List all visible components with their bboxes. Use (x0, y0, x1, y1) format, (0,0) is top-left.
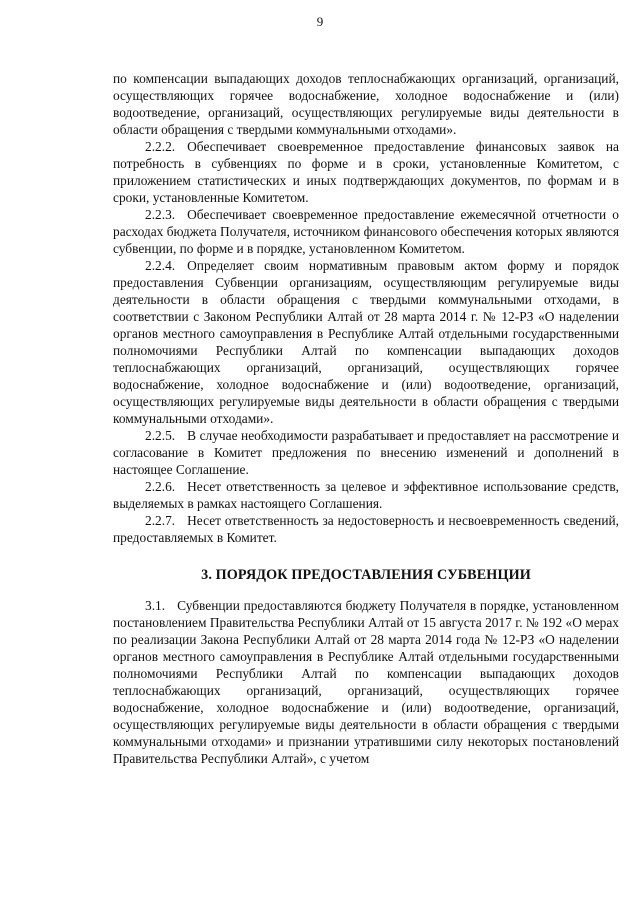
paragraph-3-1 (113, 597, 619, 767)
paragraph-number: 2.2.2. (145, 139, 176, 154)
paragraph-2-2-6 (113, 478, 619, 512)
paragraph-number: 2.2.5. (145, 428, 176, 443)
paragraph-number: 2.2.4. (145, 258, 176, 273)
section-3-heading: 3. ПОРЯДОК ПРЕДОСТАВЛЕНИЯ СУБВЕНЦИИ (201, 567, 531, 583)
paragraph-text: Определяет своим нормативным правовым актом форму и порядок предоставления Субвенции организациям, осуществляющим регулируемые виды деятельности в области обращения с твердыми коммунальными отходами, в соответствии с Законом Республики Алтай от 28 марта 2014 г. № 12-РЗ «О наделении органов местного самоуправления в Республике Алтай отдельными государственными полномочиями Республики Алтай по компенсации выпадающих доходов теплоснабжающих организаций, организаций, осуществляющих горячее водоснабжение, холодное водоснабжение и (или) водоотведение, организаций, осуществляющих регулируемые виды деятельности в области обращения с твердыми коммунальными отходами». (113, 258, 619, 426)
paragraph-text: Субвенции предоставляются бюджету Получателя в порядке, установленном постановлением Правительства Республики Алтай от 15 августа 2017 г. № 192 «О мерах по реализации Закона Республики Алтай от 28 марта 2014 года № 12-РЗ «О наделении органов местного самоуправления в Республике Алтай отдельными государственными полномочиями Республики Алтай по компенсации выпадающих доходов теплоснабжающих организаций, организаций, осуществляющих горячее водоснабжение, холодное водоснабжение и (или) водоотведение, организаций, осуществляющих регулируемые виды деятельности в области обращения с твердыми коммунальными отходами» и признании утратившими силу некоторых постановлений Правительства Республики Алтай», с учетом (113, 598, 619, 766)
paragraph-text: Несет ответственность за целевое и эффективное использование средств, выделяемых в рамках настоящего Соглашения. (113, 479, 619, 511)
paragraph-continuation (113, 70, 619, 138)
document-body (113, 70, 619, 767)
paragraph-text: по компенсации выпадающих доходов теплоснабжающих организаций, организаций, осуществляющих горячее водоснабжение, холодное водоснабжение и (или) водоотведение, организаций, осуществляющих регулируемые виды деятельности в области обращения с твердыми коммунальными отходами». (113, 71, 619, 137)
paragraph-text: Несет ответственность за недостоверность и несвоевременность сведений, предоставляемых в Комитет. (113, 513, 619, 545)
paragraph-2-2-3 (113, 206, 619, 257)
paragraph-number: 2.2.3. (145, 207, 176, 222)
page-number: 9 (316, 14, 324, 29)
paragraph-2-2-2 (113, 138, 619, 206)
paragraph-number: 2.2.7. (145, 513, 176, 528)
paragraph-text: Обеспечивает своевременное предоставление финансовых заявок на потребность в субвенциях по форме и в сроки, установленные Комитетом, с приложением статистических и иных подтверждающих документов, по формам и в сроки, установленные Комитетом. (113, 139, 619, 205)
paragraph-2-2-5 (113, 427, 619, 478)
paragraph-2-2-4 (113, 257, 619, 427)
paragraph-text: В случае необходимости разрабатывает и предоставляет на рассмотрение и согласование в Комитет предложения по внесению изменений и дополнений в настоящее Соглашение. (113, 428, 619, 477)
paragraph-number: 3.1. (145, 598, 166, 613)
paragraph-number: 2.2.6. (145, 479, 176, 494)
paragraph-text: Обеспечивает своевременное предоставление ежемесячной отчетности о расходах бюджета Получателя, источником финансового обеспечения которых являются субвенции, по форме и в порядке, установленном Комитетом. (113, 207, 619, 256)
paragraph-2-2-7 (113, 512, 619, 546)
